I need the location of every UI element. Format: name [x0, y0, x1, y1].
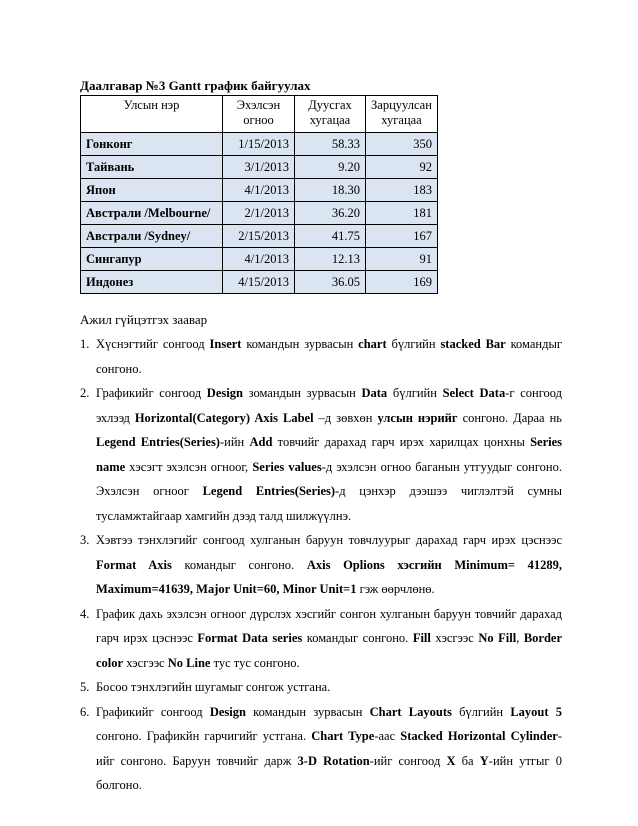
step-keyword: Fill [412, 631, 431, 645]
step-text: График дахь эхэлсэн огноог дүрслэх хэсгийг сонгон хулганын баруун товчийг дарахад гарч ирэх цэснээс [96, 606, 562, 645]
step-number: 1. [80, 337, 90, 351]
start-date-cell: 4/15/2013 [223, 271, 295, 294]
step-text: -д цэнхэр дээшээ чиглэлтэй сумны тусламжтайгаар хамгийн дээд талд шилжүүлнэ. [96, 484, 562, 523]
start-date-cell: 4/1/2013 [223, 179, 295, 202]
spent-time-cell: 92 [366, 156, 438, 179]
step-text: -ийн [219, 435, 250, 449]
table-header-row [81, 96, 438, 133]
step-keyword: Select Data [442, 386, 506, 400]
spent-time-cell: 181 [366, 202, 438, 225]
step-text: Графикийг сонгоод [96, 704, 210, 719]
step-text: -ийг сонгоод [369, 753, 447, 768]
step-keyword: Horizontal(Category) Axis Label [134, 410, 314, 425]
table-row [81, 271, 438, 294]
step-number: 6. [80, 704, 90, 719]
step-text: хэсгээс [123, 655, 168, 670]
instruction-step [80, 675, 562, 700]
step-keyword: Design [206, 386, 243, 400]
country-name-cell: Тайвань [81, 156, 223, 179]
country-name-cell: Сингапур [81, 248, 223, 271]
duration-cell: 12.13 [295, 248, 366, 271]
duration-cell: 18.30 [295, 179, 366, 202]
step-number: 4. [80, 606, 90, 621]
step-keyword: Axis Oplions хэсгийн Minimum= 41289, Maximum=41639, Major Unit=60, Minor Unit=1 [96, 557, 563, 596]
spent-time-cell: 167 [366, 225, 438, 248]
start-date-cell: 4/1/2013 [223, 248, 295, 271]
spent-time-cell: 350 [366, 133, 438, 156]
step-keyword: Chart Type [311, 729, 375, 743]
header-spent-time: Зарцуулсан хугацаа [366, 96, 438, 133]
step-text: товчийг дарахад гарч ирэх харилцах цонхны [272, 435, 531, 449]
step-text: Босоо тэнхлэгийн шугамыг сонгож устгана. [96, 680, 331, 694]
step-text: бүлгийн [451, 704, 511, 719]
duration-cell: 36.05 [295, 271, 366, 294]
step-keyword: Layout 5 [510, 704, 562, 719]
country-name-cell: Япон [81, 179, 223, 202]
table-body [81, 133, 438, 294]
step-keyword: Chart Layouts [369, 704, 452, 719]
instruction-step [80, 700, 562, 798]
table-row [81, 179, 438, 202]
step-keyword: stacked Bar [440, 337, 506, 351]
step-keyword: No Line [167, 655, 211, 670]
table-row [81, 225, 438, 248]
step-keyword: Series values [252, 459, 322, 474]
step-keyword: Legend Entries(Series) [96, 435, 220, 449]
step-text: -ийг сонгоно. Баруун товчийг дарж [96, 729, 563, 768]
start-date-cell: 3/1/2013 [223, 156, 295, 179]
step-keyword: Data [361, 386, 388, 400]
table-row [81, 248, 438, 271]
instruction-steps [80, 332, 562, 798]
step-text: , [516, 631, 524, 645]
country-name-cell: Австрали /Sydney/ [81, 225, 223, 248]
spent-time-cell: 169 [366, 271, 438, 294]
step-text: -аас [374, 729, 401, 743]
start-date-cell: 1/15/2013 [223, 133, 295, 156]
country-name-cell: Индонез [81, 271, 223, 294]
table-row [81, 133, 438, 156]
step-keyword: Y [479, 753, 489, 768]
step-keyword: улсын нэрийг [377, 410, 458, 425]
step-text: Хүснэгтийг сонгоод [96, 337, 210, 351]
instructions-title: Ажил гүйцэтгэх заавар [80, 312, 208, 327]
step-number: 2. [80, 386, 90, 400]
header-start-date: Эхэлсэн огноо [223, 96, 295, 133]
step-text: бүлгийн [386, 337, 441, 351]
step-keyword: Border color [96, 631, 563, 670]
step-keyword: Add [249, 435, 273, 449]
start-date-cell: 2/1/2013 [223, 202, 295, 225]
step-text: хэсгээс [430, 631, 479, 645]
duration-cell: 9.20 [295, 156, 366, 179]
step-keyword: Series name [96, 435, 563, 474]
step-text: зомандын зурвасын [242, 386, 362, 400]
step-text: командын зурвасын [245, 704, 370, 719]
assignment-heading: Даалгавар №3 Gantt график байгуулах [80, 78, 311, 93]
step-keyword: Legend Entries(Series) [202, 484, 336, 498]
instruction-step [80, 528, 562, 602]
step-keyword: Insert [209, 337, 242, 351]
step-text: ба [455, 753, 480, 768]
header-country-name: Улсын нэр [81, 96, 223, 133]
step-text: командын зурвасын [241, 337, 359, 351]
step-text: командыг сонгоно. [171, 557, 307, 572]
instruction-step [80, 332, 562, 381]
spent-time-cell: 183 [366, 179, 438, 202]
table-row [81, 202, 438, 225]
table-row [81, 156, 438, 179]
step-number: 5. [80, 680, 90, 694]
instruction-step [80, 602, 562, 676]
step-text: -д эхэлсэн огноо баганын утгуудыг сонгоно. Эхэлсэн огноог [96, 459, 562, 498]
step-text: сонгоно. Графикйн гарчигийг устгана. [96, 729, 312, 743]
step-keyword: Format Data series [197, 631, 303, 645]
step-text: сонгоно. Дараа нь [457, 410, 562, 425]
step-keyword: 3-D Rotation [297, 753, 370, 768]
step-text: -г сонгоод эхлээд [96, 386, 563, 425]
step-text: бүлгийн [387, 386, 443, 400]
start-date-cell: 2/15/2013 [223, 225, 295, 248]
step-keyword: chart [358, 337, 387, 351]
country-name-cell: Гонконг [81, 133, 223, 156]
step-text: тус тус сонгоно. [210, 655, 300, 670]
step-keyword: Design [209, 704, 246, 719]
header-duration: Дуусгах хугацаа [295, 96, 366, 133]
step-text: гэж өөрчлөнө. [356, 582, 435, 596]
step-text: -ийн утгыг 0 болгоно. [96, 753, 562, 792]
country-schedule-table [80, 95, 438, 294]
duration-cell: 58.33 [295, 133, 366, 156]
step-text: –д зөвхөн [313, 410, 378, 425]
country-name-cell: Австрали /Melbourne/ [81, 202, 223, 225]
step-keyword: Format Axis [96, 557, 172, 572]
step-keyword: Stacked Horizontal Cylinder [400, 729, 558, 743]
duration-cell: 41.75 [295, 225, 366, 248]
step-text: командыг сонгоно. [302, 631, 413, 645]
duration-cell: 36.20 [295, 202, 366, 225]
instruction-step [80, 381, 562, 528]
step-text: Графикийг сонгоод [96, 386, 207, 400]
step-keyword: X [446, 753, 456, 768]
spent-time-cell: 91 [366, 248, 438, 271]
step-number: 3. [80, 533, 90, 547]
step-text: командыг сонгоно. [96, 337, 563, 376]
step-keyword: No Fill [478, 631, 517, 645]
step-text: хэсэгт эхэлсэн огноог, [125, 459, 253, 474]
step-text: Хэвтээ тэнхлэгийг сонгоод хулганын баруун товчлуурыг дарахад гарч ирэх цэснээс [96, 533, 562, 547]
